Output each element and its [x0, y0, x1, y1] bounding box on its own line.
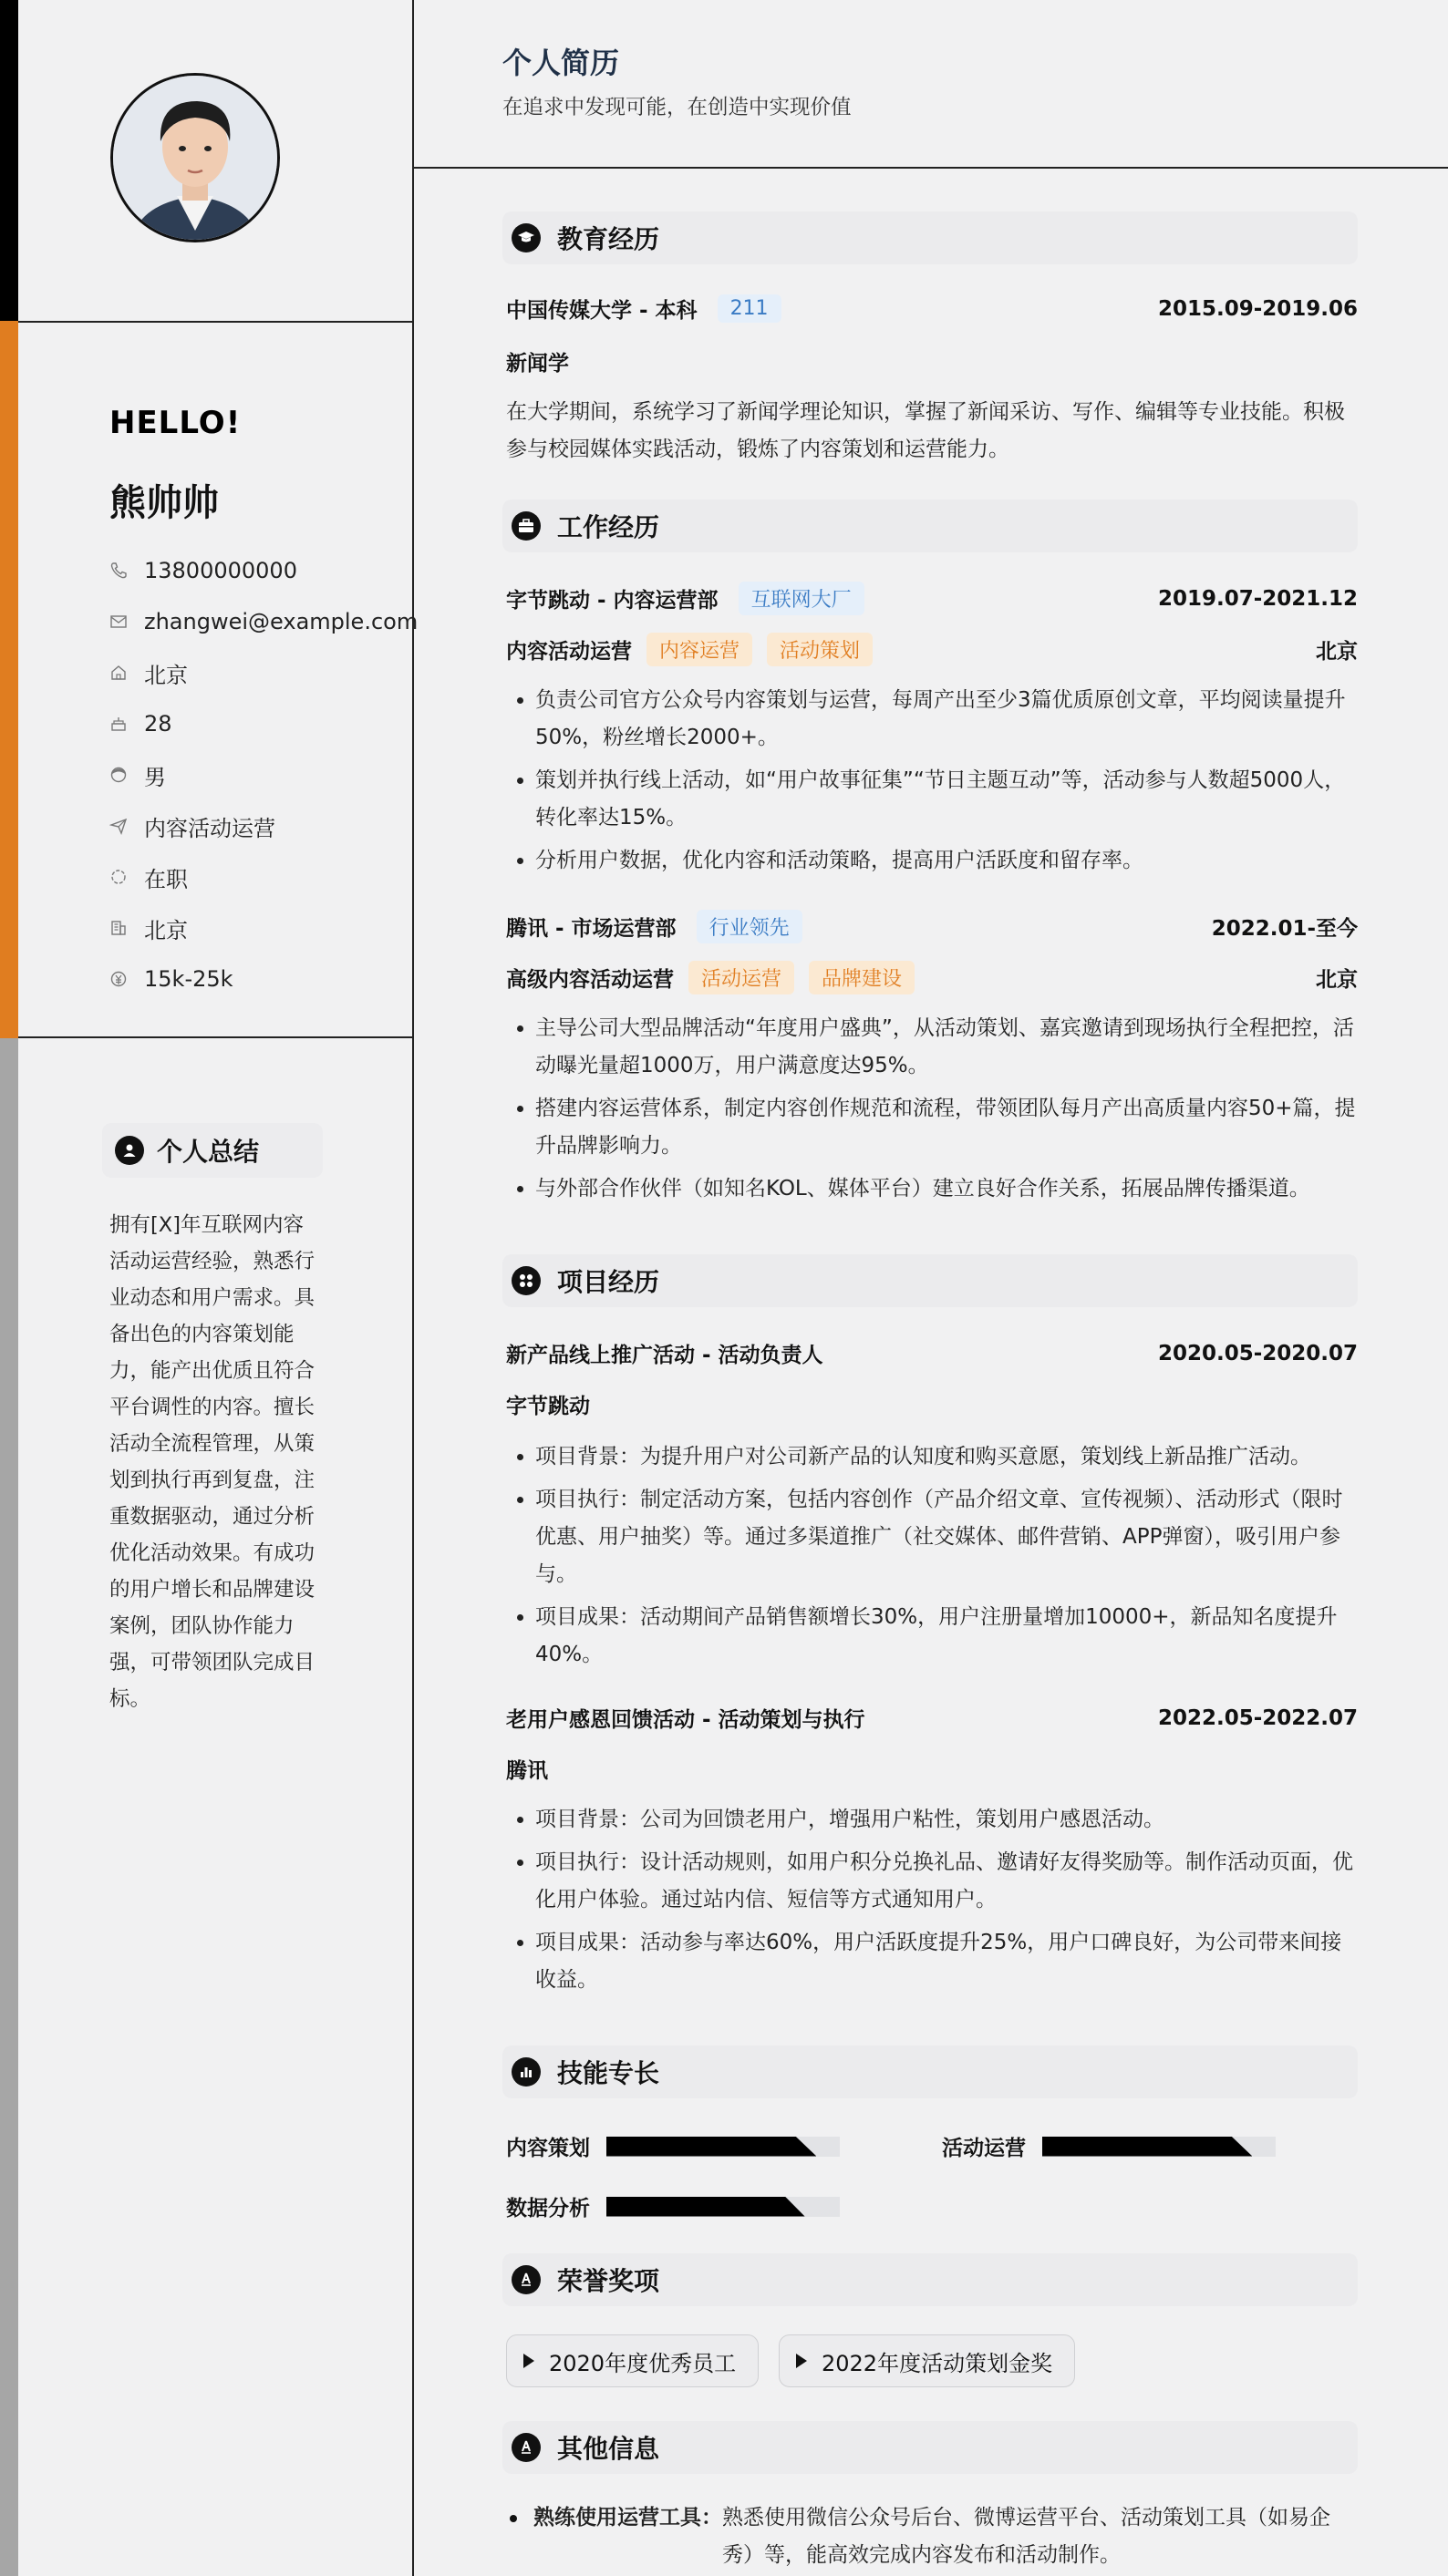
info-text: 28 — [144, 711, 172, 737]
list-item: • 与外部合作伙伴（如知名KOL、媒体平台）建立良好合作关系，拓展品牌传播渠道。 — [535, 1170, 1358, 1208]
role-tag: 内容运营 — [646, 633, 752, 666]
award-item — [779, 2334, 1075, 2387]
info-text: 在职 — [144, 866, 188, 892]
summary-title: 个人总结 — [157, 1137, 260, 1167]
skill-bar — [1042, 2137, 1276, 2157]
gender-icon — [109, 766, 128, 784]
list-item: • 策划并执行线上活动，如“用户故事征集”“节日主题互动”等，活动参与人数超5000人，转化率达15%。 — [535, 762, 1358, 837]
section-title: 项目经历 — [557, 1267, 660, 1297]
skill-bar — [606, 2137, 840, 2157]
project-bullets — [506, 1438, 1358, 1679]
list-item: • 分析用户数据，优化内容和活动策略，提高用户活跃度和留存率。 — [535, 842, 1358, 880]
graduation-cap-icon — [512, 223, 541, 252]
skill-name: 活动运营 — [942, 2137, 1026, 2160]
project-name: 新产品线上推广活动 - 活动负责人 — [506, 1344, 823, 1367]
company: 字节跳动 - 内容运营部 — [506, 589, 719, 613]
info-position — [109, 800, 401, 851]
skill-bar — [606, 2197, 840, 2217]
work-bullets — [506, 682, 1358, 885]
stripe-black — [0, 0, 18, 321]
list-item: • 项目背景：为提升用户对公司新产品的认知度和购买意愿，策划线上新品推广活动。 — [535, 1438, 1358, 1476]
play-icon — [796, 2354, 807, 2368]
section-work — [502, 500, 1358, 552]
person-name: 熊帅帅 — [109, 482, 219, 524]
skill-name: 数据分析 — [506, 2197, 590, 2221]
info-text: 15k-25k — [144, 966, 233, 992]
work-date: 2022.01-至今 — [1211, 917, 1358, 941]
info-text: 北京 — [144, 662, 188, 688]
list-item: • 项目成果：活动期间产品销售额增长30%，用户注册量增加10000+，新品知名度提升40%。 — [535, 1599, 1358, 1674]
education-row — [506, 294, 1358, 324]
major-row — [506, 346, 1358, 376]
company-tag: 行业领先 — [697, 910, 802, 943]
info-badge-icon — [512, 2433, 541, 2462]
chart-icon — [512, 2057, 541, 2087]
project-date: 2020.05-2020.07 — [1157, 1341, 1358, 1365]
info-text: 男 — [144, 764, 166, 790]
education-date: 2015.09-2019.06 — [1157, 296, 1358, 321]
list-item: • 负责公司官方公众号内容策划与运营，每周产出至少3篇优质原创文章，平均阅读量提升50%，粉丝增长2000+。 — [535, 682, 1358, 757]
list-item: • 项目背景：公司为回馈老用户，增强用户粘性，策划用户感恩活动。 — [535, 1801, 1358, 1839]
info-text: 北京 — [144, 917, 188, 943]
award-icon — [512, 2265, 541, 2294]
project-org-row — [506, 1389, 1358, 1419]
education-desc: 在大学期间，系统学习了新闻学理论知识，掌握了新闻采访、写作、编辑等专业技能。积极参与校园媒体实践活动，锻炼了内容策划和运营能力。 — [506, 400, 1345, 461]
company-tag: 互联网大厂 — [739, 582, 864, 615]
building-icon — [109, 919, 128, 937]
work-city: 北京 — [1316, 640, 1358, 664]
role-tag: 活动运营 — [688, 961, 794, 994]
section-title: 教育经历 — [557, 224, 660, 254]
role-row — [506, 633, 1358, 666]
info-location — [109, 647, 401, 698]
info-city — [109, 902, 401, 953]
skill-fill — [606, 2197, 805, 2217]
role-row — [506, 961, 1358, 994]
list-item: • 搭建内容运营体系，制定内容创作规范和流程，带领团队每月产出高质量内容50+篇，提升品牌影响力。 — [535, 1090, 1358, 1165]
section-honors — [502, 2253, 1358, 2306]
skill-fill — [606, 2137, 816, 2157]
page-slogan: 在追求中发现可能，在创造中实现价值 — [502, 96, 852, 119]
info-text: zhangwei@example.com — [144, 609, 419, 634]
project-date: 2022.05-2022.07 — [1157, 1705, 1358, 1730]
work-row — [506, 582, 1358, 615]
page-title: 个人简历 — [502, 46, 620, 80]
work-city: 北京 — [1316, 968, 1358, 992]
list-item: • 项目执行：制定活动方案，包括内容创作（产品介绍文章、宣传视频）、活动形式（限时优惠、用户抽奖）等。通过多渠道推广（社交媒体、邮件营销、APP弹窗），吸引用户参与。 — [535, 1481, 1358, 1593]
stripe-orange — [0, 321, 18, 1038]
project-row — [506, 1338, 1358, 1368]
role-tag: 活动策划 — [767, 633, 873, 666]
project-bullets — [506, 1801, 1358, 2004]
project-org: 腾讯 — [506, 1759, 548, 1783]
section-title: 工作经历 — [557, 512, 660, 542]
divider-header — [414, 167, 1448, 169]
other-key: 熟练使用运营工具： — [533, 2506, 722, 2530]
summary-text: 拥有[X]年互联网内容活动运营经验，熟悉行业动态和用户需求。具备出色的内容策划能力，能产出优质且符合平台调性的内容。擅长活动全流程管理，从策划到执行再到复盘，注重数据驱动，通过分析优化活动效果。有成功的用户增长和品牌建设案例，团队协作能力强，可带领团队完成目标。 — [109, 1213, 315, 1711]
award-label: 2022年度活动策划金奖 — [822, 2350, 1053, 2376]
list-item: • 项目成果：活动参与率达60%，用户活跃度提升25%，用户口碑良好，为公司带来间接收益。 — [535, 1924, 1358, 1999]
user-icon — [115, 1136, 144, 1165]
info-phone — [109, 545, 401, 596]
project-org-row — [506, 1754, 1358, 1784]
work-date: 2019.07-2021.12 — [1157, 586, 1358, 611]
info-salary — [109, 953, 401, 1005]
skill-item — [942, 2131, 1276, 2161]
apps-icon — [512, 1266, 541, 1295]
role: 内容活动运营 — [506, 640, 632, 664]
project-name: 老用户感恩回馈活动 - 活动策划与执行 — [506, 1708, 865, 1732]
avatar — [110, 73, 280, 242]
section-skills — [502, 2045, 1358, 2098]
major: 新闻学 — [506, 352, 569, 376]
play-icon — [523, 2354, 534, 2368]
mail-icon — [109, 613, 128, 631]
school-tag: 211 — [718, 294, 781, 323]
section-other — [502, 2421, 1358, 2474]
info-text: 内容活动运营 — [144, 815, 275, 841]
bullet-dot — [510, 2515, 517, 2522]
summary-heading — [102, 1123, 323, 1178]
skill-name: 内容策划 — [506, 2137, 590, 2160]
project-row — [506, 1703, 1358, 1733]
skill-item — [506, 2131, 840, 2161]
phone-icon — [109, 562, 128, 580]
send-icon — [109, 817, 128, 835]
divider-left-top — [18, 321, 412, 323]
section-title: 其他信息 — [557, 2434, 660, 2464]
other-item — [506, 2499, 1358, 2574]
info-age — [109, 698, 401, 749]
home-icon — [109, 664, 128, 682]
award-item — [506, 2334, 759, 2387]
school-name: 中国传媒大学 - 本科 — [506, 299, 698, 323]
info-status — [109, 851, 401, 902]
section-title: 技能专长 — [557, 2058, 660, 2088]
info-email — [109, 596, 419, 647]
briefcase-icon — [512, 511, 541, 541]
work-bullets — [506, 1010, 1358, 1213]
section-projects — [502, 1254, 1358, 1307]
cake-icon — [109, 715, 128, 733]
status-icon — [109, 868, 128, 886]
stripe-gray — [0, 1038, 18, 2576]
award-label: 2020年度优秀员工 — [549, 2350, 737, 2376]
hello-heading: HELLO! — [109, 405, 242, 441]
role-tag: 品牌建设 — [809, 961, 915, 994]
divider-vertical — [412, 0, 414, 2576]
list-item: • 项目执行：设计活动规则，如用户积分兑换礼品、邀请好友得奖励等。制作活动页面，优化用户体验。通过站内信、短信等方式通知用户。 — [535, 1844, 1358, 1919]
other-value: 熟悉使用微信公众号后台、微博运营平台、活动策划工具（如易企秀）等，能高效完成内容发布和活动制作。 — [722, 2506, 1330, 2567]
work-row — [506, 910, 1358, 943]
contact-info-list — [109, 545, 419, 1005]
skill-fill — [1042, 2137, 1252, 2157]
divider-left-bottom — [18, 1036, 412, 1038]
info-text: 13800000000 — [144, 558, 297, 583]
salary-icon — [109, 970, 128, 988]
skill-item — [506, 2191, 840, 2221]
section-title: 荣誉奖项 — [557, 2266, 660, 2296]
role: 高级内容活动运营 — [506, 968, 674, 992]
list-item: • 主导公司大型品牌活动“年度用户盛典”，从活动策划、嘉宾邀请到现场执行全程把控，活动曝光量超1000万，用户满意度达95%。 — [535, 1010, 1358, 1085]
info-gender — [109, 749, 401, 800]
section-education — [502, 211, 1358, 264]
project-org: 字节跳动 — [506, 1395, 590, 1418]
company: 腾讯 - 市场运营部 — [506, 917, 677, 941]
